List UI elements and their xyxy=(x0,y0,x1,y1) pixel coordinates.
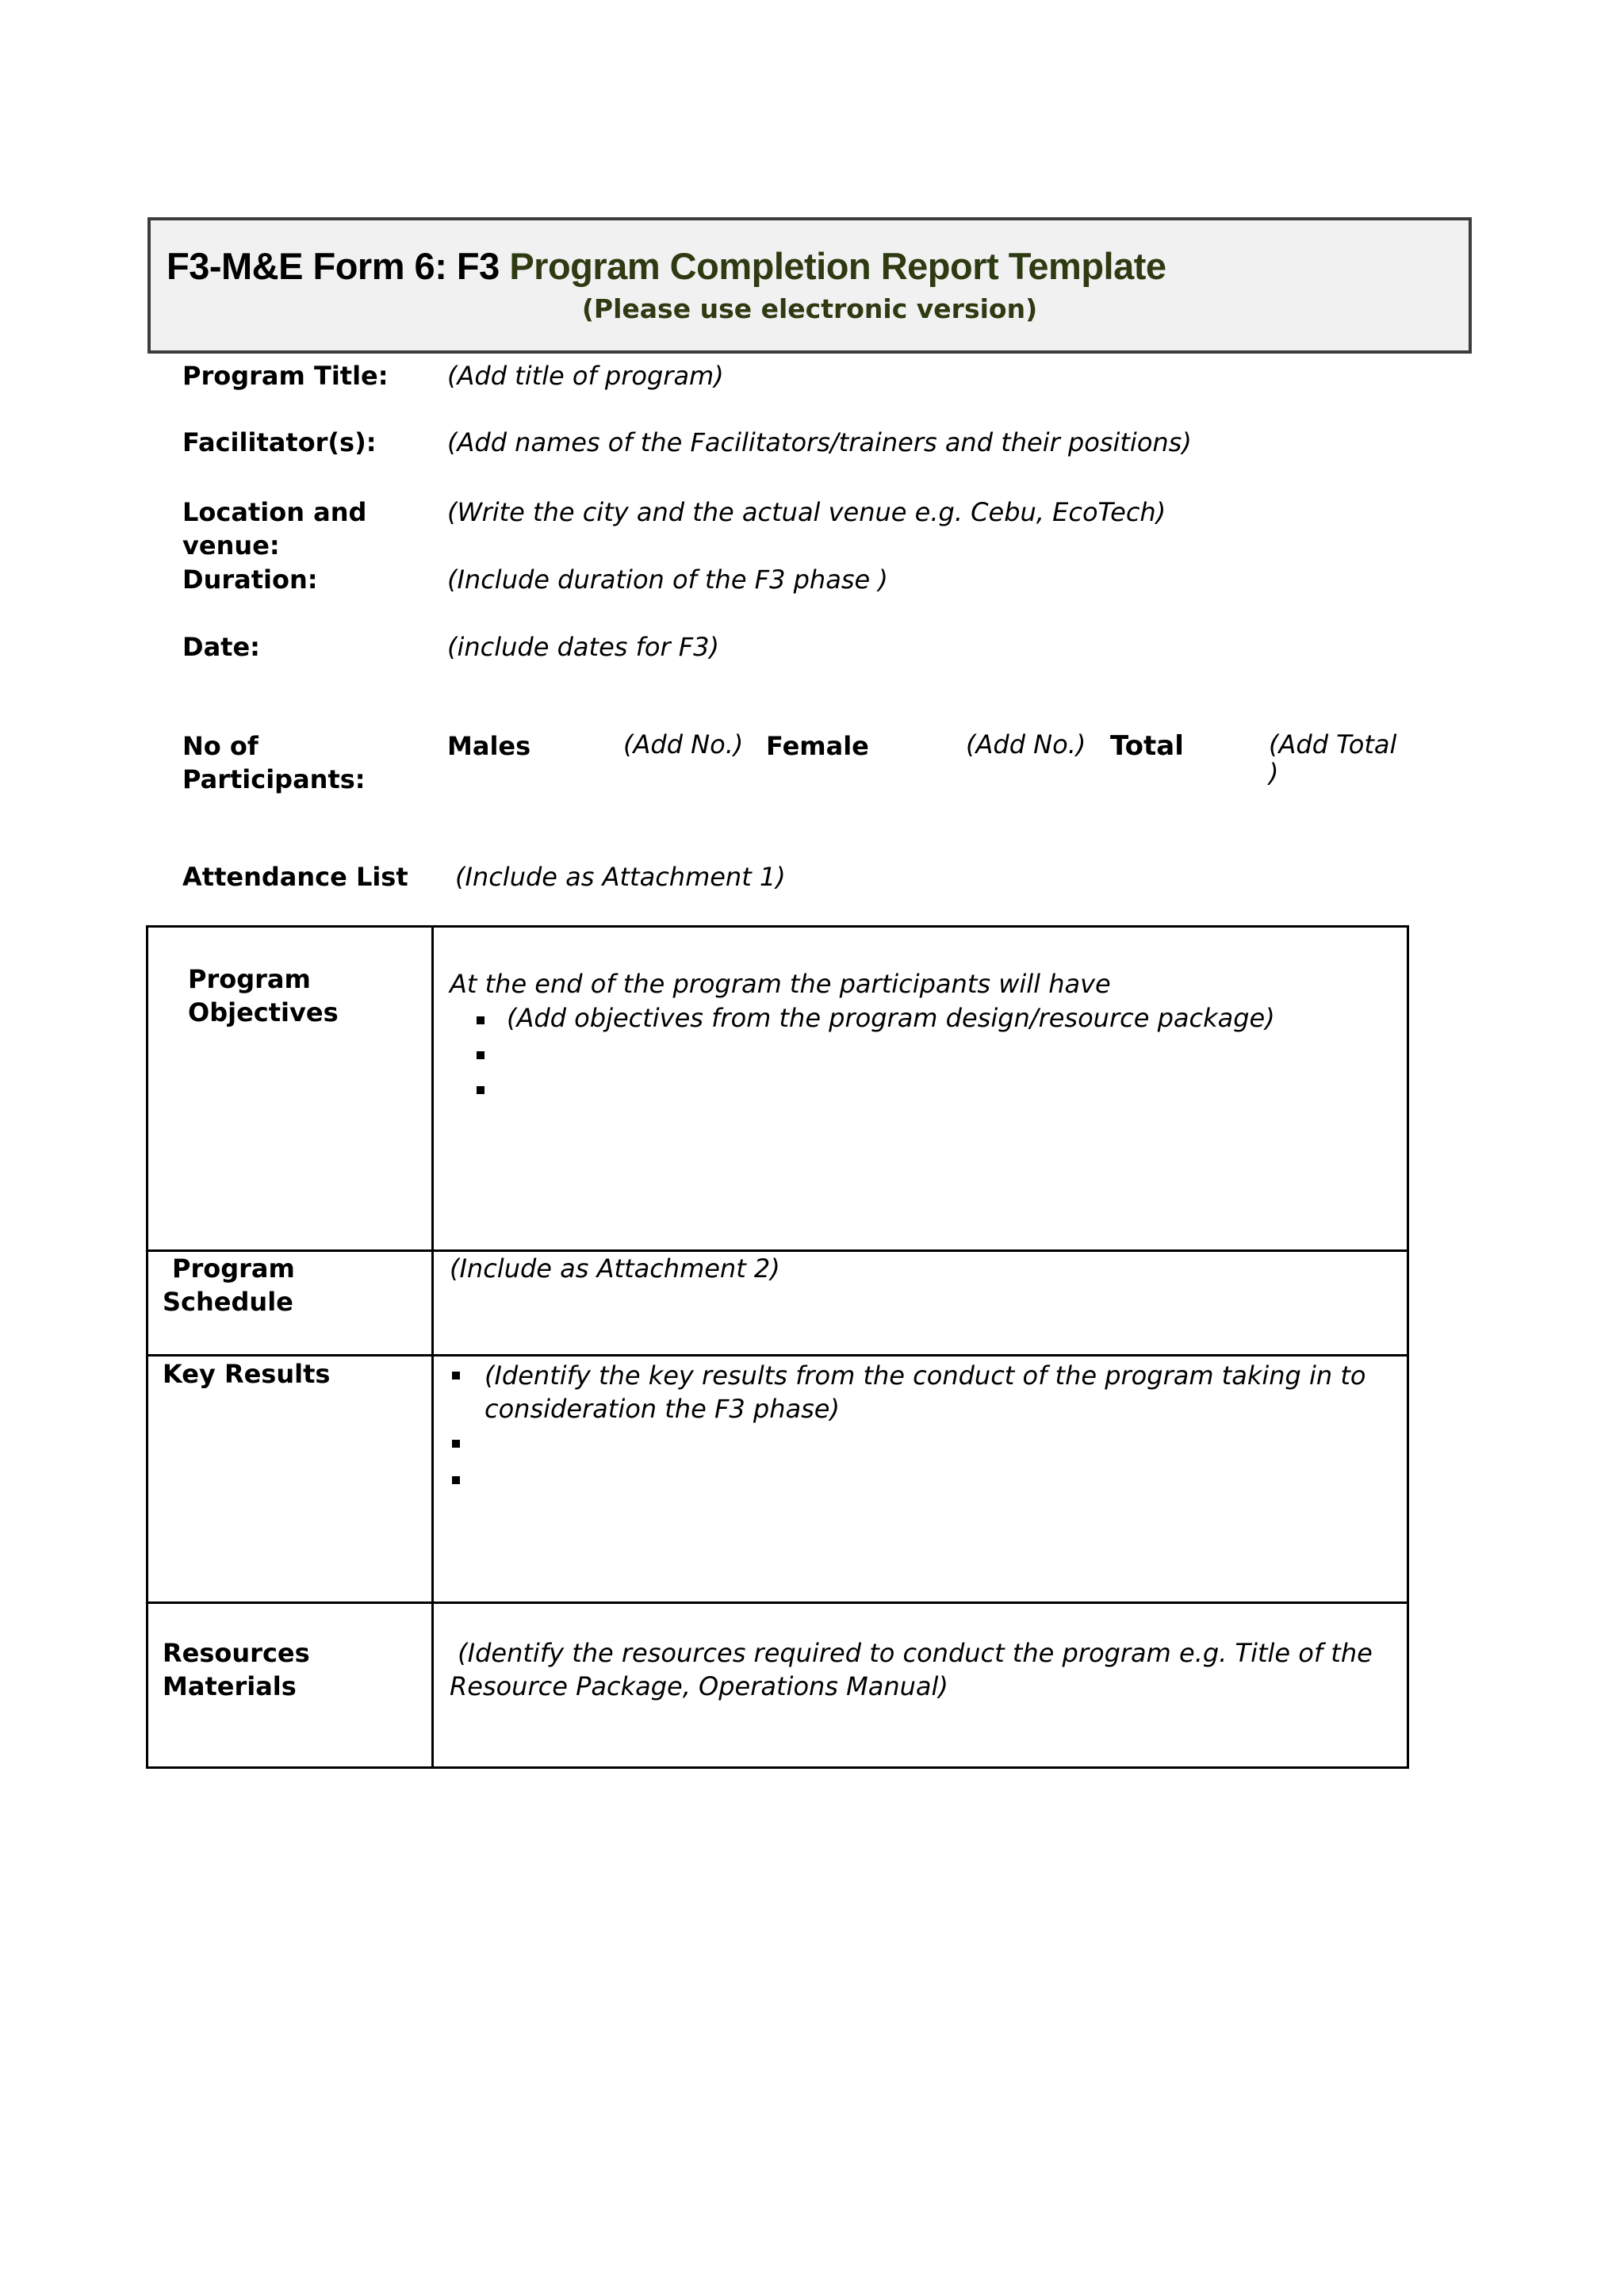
form-title-prefix: F3-M&E Form 6: F3 xyxy=(167,245,510,287)
resources-label-line1: Resources xyxy=(163,1638,310,1668)
location-value[interactable]: (Write the city and the actual venue e.g. Cebu, EcoTech) xyxy=(447,497,1166,527)
objectives-label-line2: Objectives xyxy=(188,997,339,1027)
program-title-value[interactable]: (Add title of program) xyxy=(447,361,724,391)
bullet-icon xyxy=(452,1372,460,1380)
participants-label-line1: No of xyxy=(182,731,259,761)
schedule-label-line2: Schedule xyxy=(163,1287,293,1317)
attendance-value[interactable]: (Include as Attachment 1) xyxy=(455,862,786,892)
resources-value-line1[interactable]: (Identify the resources required to conduct the program e.g. Title of the xyxy=(450,1638,1373,1668)
total-value-line2: ) xyxy=(1269,758,1279,788)
key-results-bullet-1-line1[interactable]: (Identify the key results from the conduct of the program taking in to xyxy=(485,1360,1366,1391)
form-subtitle: (Please use electronic version) xyxy=(581,293,1038,324)
schedule-value[interactable]: (Include as Attachment 2) xyxy=(450,1253,780,1284)
participants-label-line2: Participants: xyxy=(182,764,366,794)
female-value[interactable]: (Add No.) xyxy=(966,729,1086,760)
objectives-bullet-1[interactable]: (Add objectives from the program design/resource package) xyxy=(507,1003,1275,1033)
resources-label-line2: Materials xyxy=(163,1671,297,1701)
attendance-label: Attendance List xyxy=(182,862,408,892)
location-label-line1: Location and xyxy=(182,497,367,527)
program-title-label: Program Title: xyxy=(182,361,389,391)
location-label-line2: venue: xyxy=(182,530,280,561)
schedule-label-line1: Program xyxy=(172,1253,295,1284)
resources-value-line2[interactable]: Resource Package, Operations Manual) xyxy=(450,1671,948,1701)
form-title xyxy=(167,244,1166,288)
duration-label: Duration: xyxy=(182,564,318,595)
form-title-box xyxy=(147,217,1472,354)
bullet-icon xyxy=(477,1051,485,1059)
date-value[interactable]: (include dates for F3) xyxy=(447,632,720,662)
males-label: Males xyxy=(447,731,531,761)
table-column-divider xyxy=(431,928,434,1766)
facilitators-label: Facilitator(s): xyxy=(182,427,377,457)
bullet-icon xyxy=(477,1016,485,1024)
facilitators-value[interactable]: (Add names of the Facilitators/trainers and their positions) xyxy=(447,427,1192,457)
date-label: Date: xyxy=(182,632,260,662)
duration-value[interactable]: (Include duration of the F3 phase ) xyxy=(447,564,888,595)
table-row-divider xyxy=(148,1354,1407,1357)
form-title-accent: Program Completion Report Template xyxy=(509,245,1166,287)
bullet-icon xyxy=(452,1476,460,1484)
objectives-intro[interactable]: At the end of the program the participants will have xyxy=(450,969,1111,999)
total-label: Total xyxy=(1110,730,1184,762)
key-results-label: Key Results xyxy=(163,1359,331,1389)
program-details-table xyxy=(146,925,1409,1769)
total-value-line1[interactable]: (Add Total xyxy=(1269,729,1397,760)
female-label: Female xyxy=(766,731,869,761)
table-row-divider xyxy=(148,1601,1407,1604)
males-value[interactable]: (Add No.) xyxy=(623,729,744,760)
objectives-label-line1: Program xyxy=(188,964,311,994)
bullet-icon xyxy=(477,1086,485,1094)
key-results-bullet-1-line2[interactable]: consideration the F3 phase) xyxy=(485,1394,840,1424)
bullet-icon xyxy=(452,1440,460,1448)
